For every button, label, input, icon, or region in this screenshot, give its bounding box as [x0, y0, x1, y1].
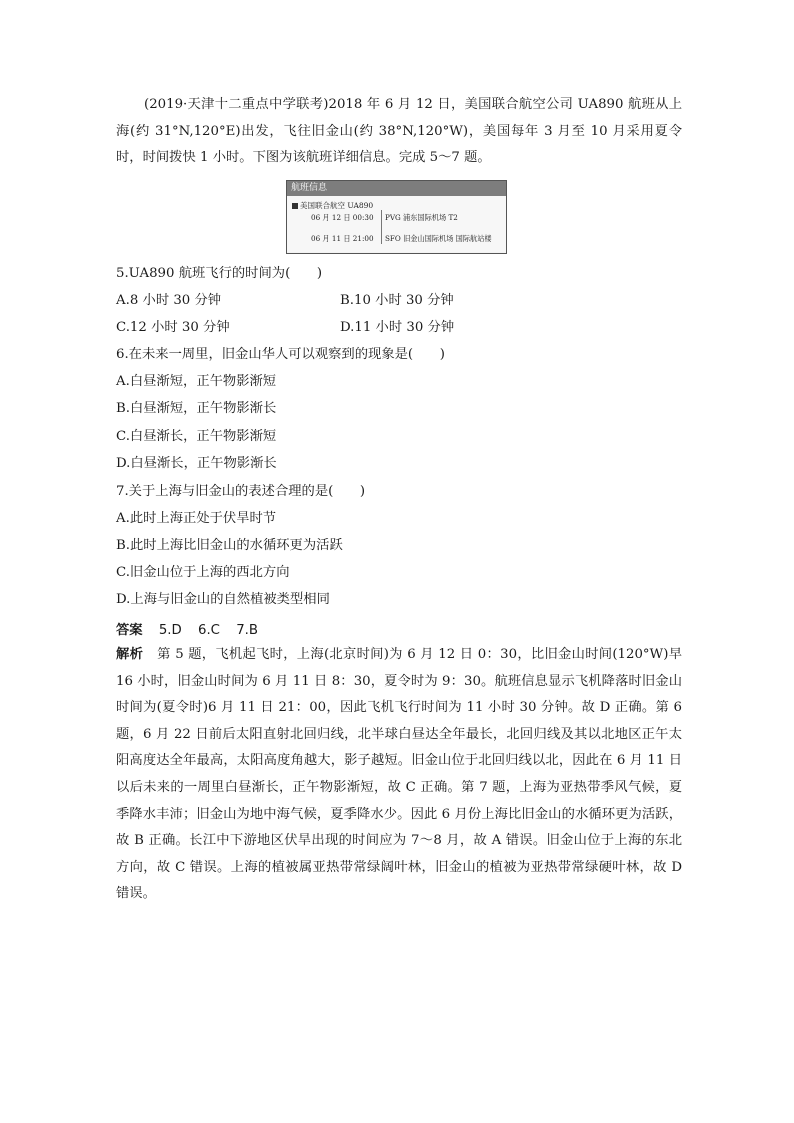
- analysis-label: 解析: [116, 647, 144, 662]
- question-6-option-d: D.白昼渐长，正午物影渐长: [116, 456, 277, 471]
- question-5-option-c: C.12 小时 30 分钟: [116, 320, 230, 335]
- question-5-option-d: D.11 小时 30 分钟: [340, 320, 455, 335]
- flight-info-header: 航班信息: [287, 181, 506, 196]
- answer-label: 答案: [116, 623, 143, 638]
- analysis-text: 第 5 题，飞机起飞时，上海(北京时间)为 6 月 12 日 0：30，比旧金山时间(120°W)早 16 小时，旧金山时间为 6 月 11 日 8：30，夏令时为 9：30。航班信息显示飞机降落时旧金山时间为(夏令时)6 月 11 日 21：00，因此飞机飞行时间为 11 小时 30 分钟。故 D 正确。第 6 题，6 月 22 日前后太阳直射北回归线，北半球白昼达全年最长，北回归线及其以北地区正午太阳高度达全年最高，太阳高度角越大，影子越短。旧金山位于北回归线以北，因此在 6 月 11 日以后未来的一周里白昼渐长，正午物影渐短，故 C 正确。第 7 题，上海为亚热带季风气候，夏季降水丰沛；旧金山为地中海气候，夏季降水少。因此 6 月份上海比旧金山的水循环更为活跃，故 B 正确。长江中下游地区伏旱出现的时间应为 7～8 月，故 A 错误。旧金山位于上海的东北方向，故 C 错误。上海的植被属亚热带常绿阔叶林，旧金山的植被为亚热带常绿硬叶林，故 D 错误。: [116, 647, 682, 902]
- question-5-option-b: B.10 小时 30 分钟: [340, 293, 454, 308]
- airline-logo-icon: [292, 203, 298, 209]
- question-6-stem: 6.在未来一周里，旧金山华人可以观察到的现象是( ): [116, 347, 445, 362]
- departure-airport: PVG 浦东国际机场 T2: [385, 213, 458, 222]
- question-7-option-c: C.旧金山位于上海的西北方向: [116, 565, 290, 580]
- flight-info-body: [287, 196, 506, 252]
- question-6-option-a: A.白昼渐短，正午物影渐短: [116, 374, 277, 389]
- timeline-divider: [381, 210, 382, 244]
- question-7-option-a: A.此时上海正处于伏旱时节: [116, 511, 277, 526]
- analysis-paragraph: [116, 642, 682, 908]
- question-6-option-c: C.白昼渐长，正午物影渐短: [116, 429, 277, 444]
- arrival-airport: SFO 旧金山国际机场 国际航站楼: [385, 234, 492, 243]
- departure-time: 06 月 12 日 00:30: [311, 213, 374, 222]
- airline-row: [292, 200, 373, 211]
- answer-5: 5.D: [158, 623, 182, 638]
- question-7-option-d: D.上海与旧金山的自然植被类型相同: [116, 592, 330, 607]
- intro-paragraph: (2019·天津十二重点中学联考)2018 年 6 月 12 日，美国联合航空公司 UA890 航班从上海(约 31°N,120°E)出发，飞往旧金山(约 38°N,120°W)，美国每年 3 月至 10 月采用夏令时，时间拨快 1 小时。下图为该航班详细信息。完成 5～7 题。: [116, 97, 682, 166]
- flight-info-panel: [286, 180, 507, 254]
- arrival-time: 06 月 11 日 21:00: [311, 234, 374, 243]
- answer-7: 7.B: [236, 623, 259, 638]
- question-7-option-b: B.此时上海比旧金山的水循环更为活跃: [116, 538, 343, 553]
- answer-6: 6.C: [198, 623, 220, 638]
- airline-name: 美国联合航空 UA890: [300, 201, 374, 210]
- question-5-stem: 5.UA890 航班飞行的时间为( ): [116, 266, 323, 281]
- question-6-option-b: B.白昼渐短，正午物影渐长: [116, 401, 277, 416]
- question-7-stem: 7.关于上海与旧金山的表述合理的是( ): [116, 484, 366, 499]
- question-5-option-a: A.8 小时 30 分钟: [116, 293, 222, 308]
- answer-row: [116, 619, 270, 638]
